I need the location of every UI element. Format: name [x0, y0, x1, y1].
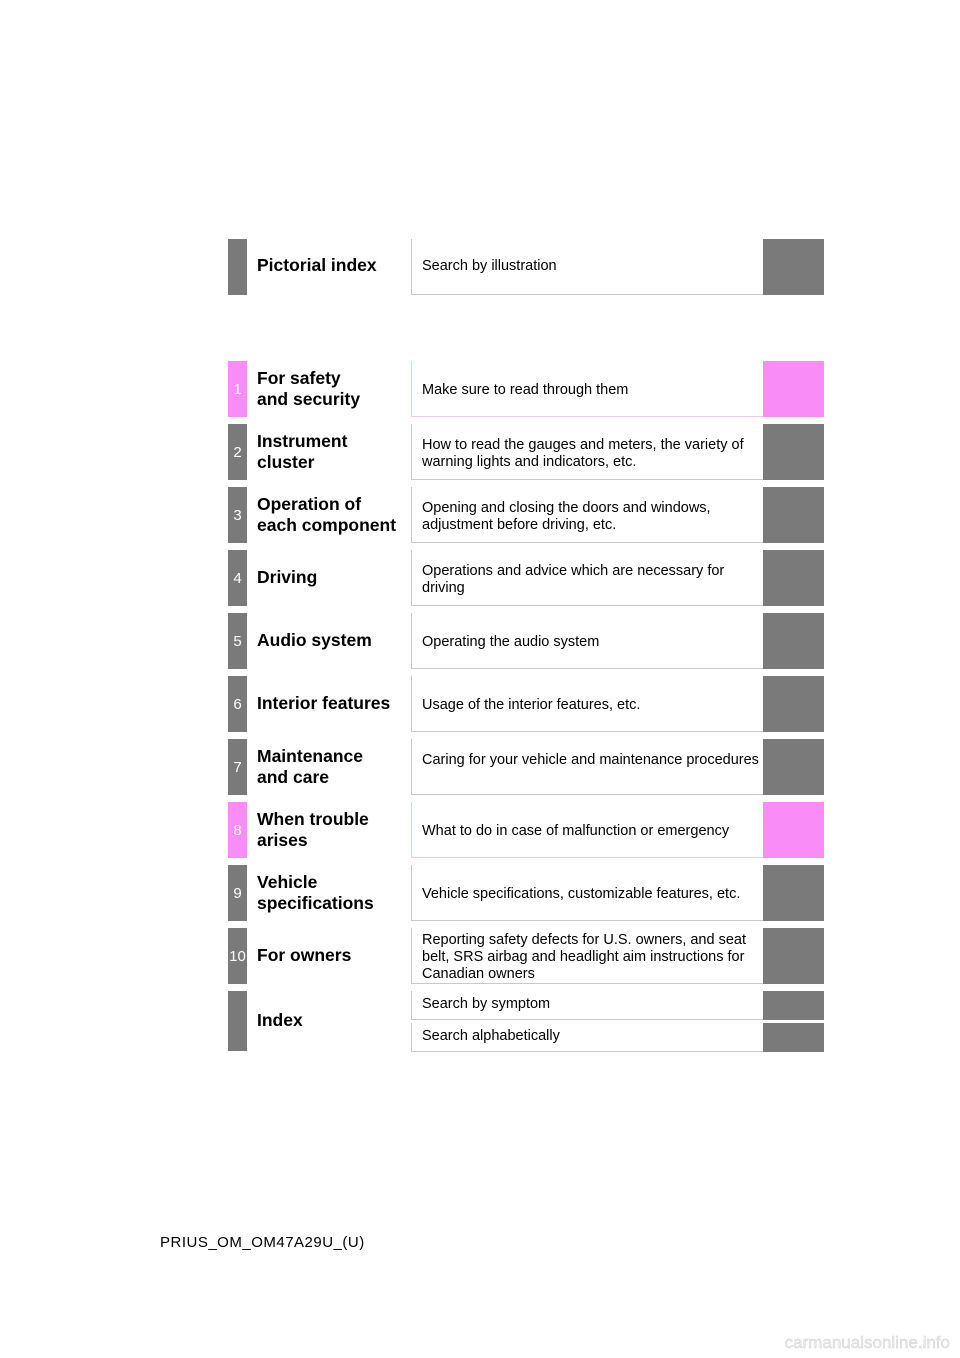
chapter-row-7[interactable] — [228, 739, 824, 795]
chapter-tab[interactable] — [763, 928, 824, 984]
chapter-title: Driving — [257, 567, 318, 587]
chapter-number: 8 — [228, 802, 247, 858]
chapter-marker — [228, 239, 247, 295]
chapter-row-8[interactable] — [228, 802, 824, 858]
chapter-row-2[interactable] — [228, 424, 824, 480]
chapter-desc: Vehicle specifications, customizable features, etc. — [411, 865, 763, 921]
chapter-title: Maintenance and care — [257, 746, 363, 787]
chapter-number: 1 — [228, 361, 247, 417]
chapter-title: Audio system — [257, 630, 372, 650]
chapter-title: Instrument cluster — [257, 431, 348, 472]
watermark-text: carmanualsonline.info — [784, 1333, 950, 1352]
watermark-logo — [712, 1330, 952, 1354]
chapter-row-10[interactable] — [228, 928, 824, 984]
chapter-title: For safety and security — [257, 368, 361, 409]
chapter-row-6[interactable] — [228, 676, 824, 732]
chapter-row-5[interactable] — [228, 613, 824, 669]
chapter-tab[interactable] — [763, 550, 824, 606]
chapter-desc: How to read the gauges and meters, the variety of warning lights and indicators, etc. — [411, 424, 763, 480]
chapter-desc: What to do in case of malfunction or emergency — [411, 802, 763, 858]
chapter-desc: Usage of the interior features, etc. — [411, 676, 763, 732]
pictorial-index-tab[interactable] — [763, 239, 824, 295]
pictorial-index-title: Pictorial index — [257, 255, 377, 275]
pictorial-index-desc: Search by illustration — [411, 239, 763, 295]
chapter-row-4[interactable] — [228, 550, 824, 606]
chapter-row-3[interactable] — [228, 487, 824, 543]
search-alphabetically-tab[interactable] — [763, 1023, 824, 1052]
search-by-symptom-tab[interactable] — [763, 991, 824, 1020]
chapter-title: For owners — [257, 945, 352, 965]
search-by-symptom-row[interactable] — [411, 991, 824, 1020]
chapter-tab[interactable] — [763, 361, 824, 417]
chapter-marker — [228, 991, 247, 1051]
document-code: PRIUS_OM_OM47A29U_(U) — [160, 1234, 365, 1251]
chapter-tab[interactable] — [763, 424, 824, 480]
chapter-tab[interactable] — [763, 613, 824, 669]
chapter-desc: Make sure to read through them — [411, 361, 763, 417]
chapter-number: 3 — [228, 487, 247, 543]
chapter-desc: Opening and closing the doors and windows, adjustment before driving, etc. — [411, 487, 763, 543]
chapter-tab[interactable] — [763, 739, 824, 795]
chapter-tab[interactable] — [763, 676, 824, 732]
chapter-number: 9 — [228, 865, 247, 921]
search-alphabetically-row[interactable] — [411, 1023, 824, 1052]
chapter-row-1[interactable] — [228, 361, 824, 417]
chapter-tab[interactable] — [763, 865, 824, 921]
chapter-row-9[interactable] — [228, 865, 824, 921]
search-by-symptom-label: Search by symptom — [411, 991, 763, 1020]
chapter-number: 7 — [228, 739, 247, 795]
chapter-desc: Caring for your vehicle and maintenance procedures — [411, 739, 763, 795]
chapter-desc: Reporting safety defects for U.S. owners, and seat belt, SRS airbag and headlight aim instructions for Canadian owners — [411, 928, 763, 984]
chapter-tab[interactable] — [763, 487, 824, 543]
chapter-tab[interactable] — [763, 802, 824, 858]
chapter-number: 2 — [228, 424, 247, 480]
chapter-desc: Operations and advice which are necessary for driving — [411, 550, 763, 606]
chapter-desc: Operating the audio system — [411, 613, 763, 669]
chapter-number: 4 — [228, 550, 247, 606]
chapter-number: 5 — [228, 613, 247, 669]
pictorial-index-row[interactable] — [228, 239, 824, 295]
chapter-number: 6 — [228, 676, 247, 732]
index-title: Index — [257, 1010, 303, 1030]
search-alphabetically-label: Search alphabetically — [411, 1023, 763, 1052]
chapter-title: Operation of each component — [257, 494, 397, 535]
chapter-number: 10 — [228, 928, 247, 984]
chapter-title: Vehicle specifications — [257, 872, 374, 913]
chapter-title: When trouble arises — [257, 809, 369, 850]
chapter-title: Interior features — [257, 693, 391, 713]
